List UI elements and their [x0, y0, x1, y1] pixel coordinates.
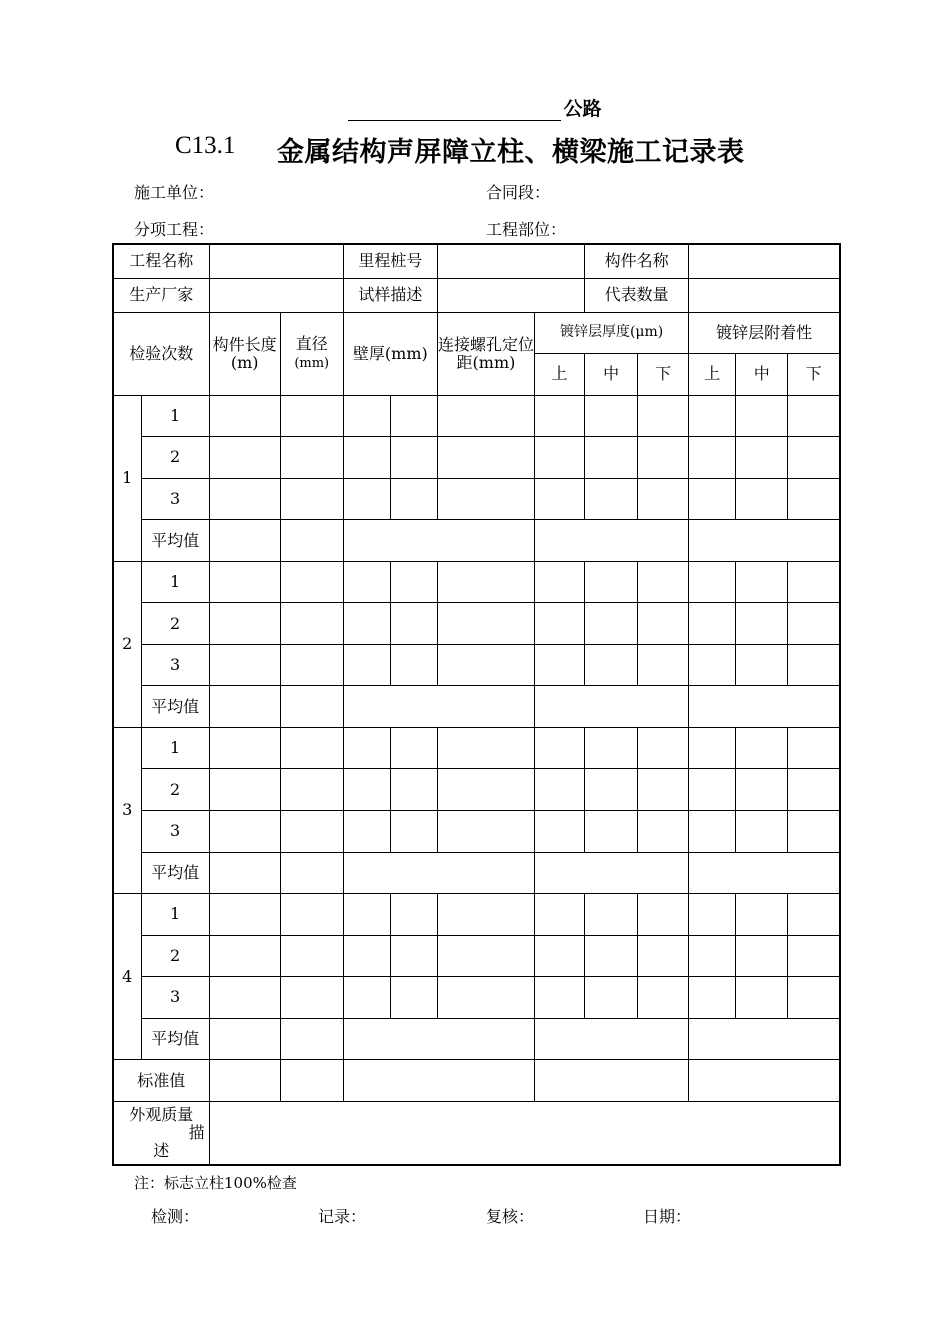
data-cell[interactable] — [280, 644, 343, 686]
project-location-label: 工程部位： — [486, 220, 567, 239]
data-cell[interactable] — [535, 561, 585, 603]
data-cell[interactable] — [280, 810, 343, 852]
data-cell[interactable] — [689, 603, 736, 645]
data-cell[interactable] — [736, 810, 788, 852]
data-cell[interactable] — [689, 935, 736, 977]
sample-number: 1 — [141, 561, 209, 603]
average-cell[interactable] — [209, 686, 280, 728]
data-cell[interactable] — [280, 437, 343, 479]
table-row — [113, 810, 840, 852]
data-cell[interactable] — [343, 561, 390, 603]
table-row — [113, 727, 840, 769]
data-cell[interactable] — [638, 437, 689, 479]
standard-cell[interactable] — [343, 1060, 534, 1102]
data-cell[interactable] — [689, 644, 736, 686]
data-cell[interactable] — [689, 977, 736, 1019]
date-label: 日期： — [643, 1207, 692, 1226]
data-cell[interactable] — [736, 603, 788, 645]
average-label: 平均值 — [141, 686, 209, 728]
average-label: 平均值 — [141, 1018, 209, 1060]
average-cell[interactable] — [689, 852, 840, 894]
appearance-label-line3: 述 — [153, 1141, 170, 1161]
average-label: 平均值 — [141, 852, 209, 894]
data-cell[interactable] — [390, 935, 437, 977]
data-cell[interactable] — [585, 395, 638, 437]
manufacturer-label: 生产厂家 — [113, 278, 209, 312]
inspect-label: 检测： — [151, 1207, 200, 1226]
data-cell[interactable] — [535, 603, 585, 645]
data-cell[interactable] — [390, 561, 437, 603]
data-cell[interactable] — [209, 561, 280, 603]
table-row — [113, 478, 840, 520]
data-cell[interactable] — [535, 395, 585, 437]
data-cell[interactable] — [736, 644, 788, 686]
data-cell[interactable] — [343, 437, 390, 479]
bolt-spacing-header: 连接螺孔定位距(mm) — [437, 312, 534, 395]
data-cell[interactable] — [638, 977, 689, 1019]
data-cell[interactable] — [343, 727, 390, 769]
data-cell[interactable] — [280, 395, 343, 437]
average-cell[interactable] — [209, 1018, 280, 1060]
data-cell[interactable] — [689, 727, 736, 769]
data-cell[interactable] — [535, 769, 585, 811]
table-row — [113, 769, 840, 811]
data-cell[interactable] — [437, 935, 534, 977]
data-cell[interactable] — [788, 727, 840, 769]
data-cell[interactable] — [585, 437, 638, 479]
data-cell[interactable] — [585, 603, 638, 645]
data-cell[interactable] — [390, 977, 437, 1019]
sample-number: 3 — [141, 977, 209, 1019]
data-cell[interactable] — [280, 561, 343, 603]
data-cell[interactable] — [437, 894, 534, 936]
station-label: 里程桩号 — [343, 244, 437, 278]
data-cell[interactable] — [638, 644, 689, 686]
average-row — [113, 520, 840, 562]
data-cell[interactable] — [390, 894, 437, 936]
data-cell[interactable] — [390, 478, 437, 520]
data-cell[interactable] — [343, 935, 390, 977]
sample-desc-label: 试样描述 — [343, 278, 437, 312]
diameter-header — [280, 312, 343, 395]
data-cell[interactable] — [209, 810, 280, 852]
average-cell[interactable] — [535, 520, 689, 562]
average-cell[interactable] — [535, 686, 689, 728]
group-number: 1 — [113, 395, 141, 561]
data-cell[interactable] — [585, 561, 638, 603]
average-cell[interactable] — [343, 686, 534, 728]
data-cell[interactable] — [638, 395, 689, 437]
table-row — [113, 561, 840, 603]
data-cell[interactable] — [689, 810, 736, 852]
data-cell[interactable] — [280, 727, 343, 769]
data-cell[interactable] — [343, 395, 390, 437]
data-cell[interactable] — [638, 894, 689, 936]
component-name-value[interactable] — [689, 244, 840, 278]
data-cell[interactable] — [390, 727, 437, 769]
data-cell[interactable] — [437, 395, 534, 437]
average-cell[interactable] — [343, 520, 534, 562]
data-cell[interactable] — [788, 935, 840, 977]
table-row — [113, 644, 840, 686]
data-cell[interactable] — [535, 727, 585, 769]
data-cell[interactable] — [437, 478, 534, 520]
data-cell[interactable] — [638, 561, 689, 603]
data-cell[interactable] — [437, 727, 534, 769]
diameter-label: 直径 — [295, 333, 328, 353]
data-cell[interactable] — [280, 603, 343, 645]
data-cell[interactable] — [736, 561, 788, 603]
appearance-label — [113, 1102, 209, 1165]
data-cell[interactable] — [689, 395, 736, 437]
standard-cell[interactable] — [535, 1060, 689, 1102]
appearance-label-line2: 描 — [188, 1123, 205, 1143]
adhesion-middle-header: 中 — [736, 353, 788, 395]
data-cell[interactable] — [689, 561, 736, 603]
data-cell[interactable] — [585, 935, 638, 977]
zinc-thickness-header: 镀锌层厚度(μm) — [535, 312, 689, 353]
standard-cell[interactable] — [209, 1060, 280, 1102]
appearance-label-line1: 外观质量 — [129, 1105, 194, 1125]
adhesion-top-header: 上 — [689, 353, 736, 395]
data-cell[interactable] — [638, 935, 689, 977]
sub-project-label: 分项工程： — [134, 220, 215, 239]
data-cell[interactable] — [535, 935, 585, 977]
data-cell[interactable] — [390, 644, 437, 686]
inspection-groups — [113, 395, 840, 1060]
data-cell[interactable] — [343, 478, 390, 520]
project-name-value[interactable] — [209, 244, 343, 278]
data-cell[interactable] — [437, 437, 534, 479]
road-name-line — [0, 94, 950, 121]
group-number: 4 — [113, 894, 141, 1060]
length-header: 构件长度(m) — [209, 312, 280, 395]
average-cell[interactable] — [209, 852, 280, 894]
standard-cell[interactable] — [280, 1060, 343, 1102]
average-cell[interactable] — [280, 686, 343, 728]
data-cell[interactable] — [788, 644, 840, 686]
manufacturer-value[interactable] — [209, 278, 343, 312]
data-cell[interactable] — [209, 935, 280, 977]
data-cell[interactable] — [437, 810, 534, 852]
sample-number: 3 — [141, 478, 209, 520]
data-cell[interactable] — [437, 644, 534, 686]
contract-section-label: 合同段： — [486, 183, 551, 202]
data-cell[interactable] — [585, 894, 638, 936]
sample-number: 1 — [141, 395, 209, 437]
standard-value-label: 标准值 — [113, 1060, 209, 1102]
average-row — [113, 852, 840, 894]
average-cell[interactable] — [343, 852, 534, 894]
data-cell[interactable] — [390, 769, 437, 811]
data-cell[interactable] — [638, 810, 689, 852]
average-cell[interactable] — [689, 520, 840, 562]
data-cell[interactable] — [209, 478, 280, 520]
data-cell[interactable] — [535, 977, 585, 1019]
diameter-unit: (mm) — [294, 355, 330, 371]
average-cell[interactable] — [209, 520, 280, 562]
form-title: 金属结构声屏障立柱、横梁施工记录表 — [277, 137, 745, 168]
data-cell[interactable] — [788, 769, 840, 811]
data-cell[interactable] — [585, 478, 638, 520]
appearance-value[interactable] — [209, 1102, 840, 1165]
wall-thickness-header: 壁厚(mm) — [343, 312, 437, 395]
road-name-blank[interactable] — [348, 98, 561, 121]
group-number: 2 — [113, 561, 141, 727]
data-cell[interactable] — [736, 395, 788, 437]
sample-number: 2 — [141, 437, 209, 479]
data-cell[interactable] — [585, 810, 638, 852]
table-row — [113, 603, 840, 645]
data-cell[interactable] — [209, 644, 280, 686]
data-cell[interactable] — [209, 603, 280, 645]
data-cell[interactable] — [437, 769, 534, 811]
data-cell[interactable] — [209, 977, 280, 1019]
data-cell[interactable] — [343, 769, 390, 811]
construction-unit-label: 施工单位： — [134, 183, 215, 202]
data-cell[interactable] — [689, 478, 736, 520]
record-label: 记录： — [318, 1207, 367, 1226]
sample-number: 3 — [141, 810, 209, 852]
data-cell[interactable] — [535, 644, 585, 686]
data-cell[interactable] — [736, 769, 788, 811]
data-cell[interactable] — [638, 769, 689, 811]
data-cell[interactable] — [788, 894, 840, 936]
data-cell[interactable] — [343, 644, 390, 686]
review-label: 复核： — [486, 1207, 535, 1226]
data-cell[interactable] — [437, 603, 534, 645]
average-cell[interactable] — [535, 852, 689, 894]
data-cell[interactable] — [788, 977, 840, 1019]
data-cell[interactable] — [280, 977, 343, 1019]
sample-number: 2 — [141, 769, 209, 811]
data-cell[interactable] — [535, 810, 585, 852]
project-name-label: 工程名称 — [113, 244, 209, 278]
data-cell[interactable] — [280, 769, 343, 811]
data-cell[interactable] — [736, 894, 788, 936]
sample-number: 1 — [141, 727, 209, 769]
data-cell[interactable] — [343, 894, 390, 936]
table-row — [113, 395, 840, 437]
data-cell[interactable] — [390, 395, 437, 437]
data-cell[interactable] — [437, 561, 534, 603]
sample-number: 2 — [141, 935, 209, 977]
data-cell[interactable] — [585, 727, 638, 769]
data-cell[interactable] — [788, 395, 840, 437]
data-cell[interactable] — [736, 977, 788, 1019]
data-cell[interactable] — [585, 644, 638, 686]
average-cell[interactable] — [535, 1018, 689, 1060]
sample-desc-value[interactable] — [437, 278, 584, 312]
thickness-middle-header: 中 — [585, 353, 638, 395]
adhesion-bottom-header: 下 — [788, 353, 840, 395]
sample-number: 1 — [141, 894, 209, 936]
group-number: 3 — [113, 727, 141, 893]
data-cell[interactable] — [343, 603, 390, 645]
data-cell[interactable] — [390, 810, 437, 852]
data-cell[interactable] — [209, 894, 280, 936]
data-cell[interactable] — [638, 478, 689, 520]
data-cell[interactable] — [689, 437, 736, 479]
data-cell[interactable] — [638, 603, 689, 645]
data-cell[interactable] — [788, 603, 840, 645]
data-cell[interactable] — [209, 727, 280, 769]
road-suffix: 公路 — [563, 98, 602, 120]
data-cell[interactable] — [209, 769, 280, 811]
data-cell[interactable] — [736, 935, 788, 977]
sample-number: 2 — [141, 603, 209, 645]
data-cell[interactable] — [209, 395, 280, 437]
zinc-adhesion-header: 镀锌层附着性 — [689, 312, 840, 353]
average-cell[interactable] — [280, 852, 343, 894]
average-cell[interactable] — [689, 1018, 840, 1060]
rep-quantity-label: 代表数量 — [585, 278, 689, 312]
component-name-label: 构件名称 — [585, 244, 689, 278]
data-cell[interactable] — [736, 478, 788, 520]
rep-quantity-value[interactable] — [689, 278, 840, 312]
data-cell[interactable] — [280, 478, 343, 520]
data-cell[interactable] — [390, 437, 437, 479]
data-cell[interactable] — [390, 603, 437, 645]
average-cell[interactable] — [343, 1018, 534, 1060]
station-value[interactable] — [437, 244, 584, 278]
table-row — [113, 437, 840, 479]
data-cell[interactable] — [689, 769, 736, 811]
average-row — [113, 1018, 840, 1060]
data-cell[interactable] — [343, 810, 390, 852]
data-cell[interactable] — [585, 977, 638, 1019]
data-cell[interactable] — [437, 977, 534, 1019]
data-cell[interactable] — [535, 437, 585, 479]
sample-number: 3 — [141, 644, 209, 686]
inspection-count-header: 检验次数 — [113, 312, 209, 395]
record-table — [112, 243, 841, 1166]
data-cell[interactable] — [788, 437, 840, 479]
thickness-bottom-header: 下 — [638, 353, 689, 395]
footer-note: 注：标志立柱100%检查 — [134, 1174, 297, 1192]
data-cell[interactable] — [585, 769, 638, 811]
average-cell[interactable] — [280, 520, 343, 562]
data-cell[interactable] — [209, 437, 280, 479]
average-cell[interactable] — [280, 1018, 343, 1060]
data-cell[interactable] — [280, 894, 343, 936]
data-cell[interactable] — [788, 478, 840, 520]
data-cell[interactable] — [736, 727, 788, 769]
data-cell[interactable] — [788, 810, 840, 852]
form-code: C13.1 — [175, 132, 236, 159]
data-cell[interactable] — [280, 935, 343, 977]
average-row — [113, 686, 840, 728]
data-cell[interactable] — [736, 437, 788, 479]
thickness-top-header: 上 — [535, 353, 585, 395]
standard-cell[interactable] — [689, 1060, 840, 1102]
average-label: 平均值 — [141, 520, 209, 562]
data-cell[interactable] — [535, 478, 585, 520]
table-row — [113, 894, 840, 936]
table-row — [113, 977, 840, 1019]
table-row — [113, 935, 840, 977]
data-cell[interactable] — [788, 561, 840, 603]
data-cell[interactable] — [638, 727, 689, 769]
average-cell[interactable] — [689, 686, 840, 728]
data-cell[interactable] — [689, 894, 736, 936]
data-cell[interactable] — [343, 977, 390, 1019]
data-cell[interactable] — [535, 894, 585, 936]
